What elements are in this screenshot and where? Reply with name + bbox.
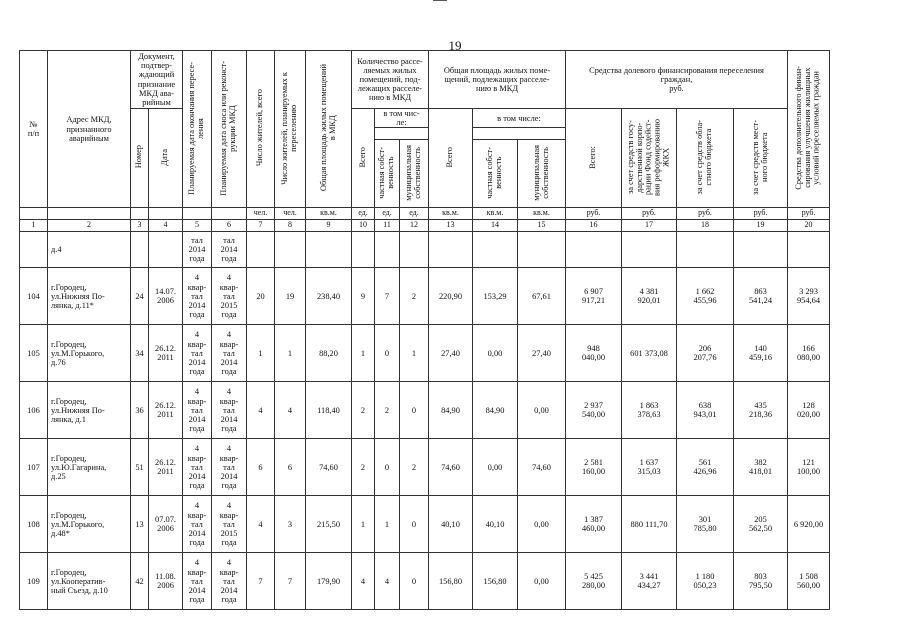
header-extra-funding: Средства дополнительного финан- сирования улучшения жилищных условий переселяемых граждан [788, 51, 830, 208]
area-municipal-cell: 0,00 [518, 496, 566, 553]
fund-local-cell: 382 418,01 [734, 439, 788, 496]
planned-end-cell: 4 квар- тал 2014 года [183, 496, 212, 553]
planned-demolition-cell: 4 квар- тал 2014 года [212, 553, 247, 610]
table-row [20, 325, 830, 382]
area-municipal-cell: 67,61 [518, 268, 566, 325]
fund-region-cell: 1 662 455,96 [677, 268, 734, 325]
fund-local-cell: 140 459,16 [734, 325, 788, 382]
rooms-private-cell: 4 [375, 553, 400, 610]
fund-local-cell: 205 562,50 [734, 496, 788, 553]
rooms-municipal-cell: 2 [400, 268, 429, 325]
area-private-cell: 40,10 [473, 496, 518, 553]
column-number-cell: 19 [734, 220, 788, 232]
extra-funding-cell: 121 100,00 [788, 439, 830, 496]
to-resettle-cell: 4 [275, 382, 306, 439]
rooms-private-cell: 2 [375, 382, 400, 439]
rooms-total-cell: 2 [352, 382, 375, 439]
area-total-cell: 220,90 [429, 268, 473, 325]
extra-funding-cell: 1 508 560,00 [788, 553, 830, 610]
row-number-cell: 107 [20, 439, 48, 496]
table-row [20, 268, 830, 325]
continuation-planned-demolition: тал 2014 года [212, 232, 247, 268]
fund-total-cell: 5 425 280,00 [566, 553, 622, 610]
total-area-cell: 74,60 [306, 439, 352, 496]
rooms-private-cell: 7 [375, 268, 400, 325]
unit-cell: кв.м. [429, 208, 473, 220]
column-number-cell: 12 [400, 220, 429, 232]
area-private-cell: 84,90 [473, 382, 518, 439]
address-cell: г.Городец, ул.Нижняя По- лянка, д.1 [48, 382, 131, 439]
fund-region-cell: 638 943,01 [677, 382, 734, 439]
header-rooms-municipal: муниципальная собственность [400, 140, 429, 208]
doc-number-cell: 13 [131, 496, 149, 553]
fund-total-cell: 2 581 160,00 [566, 439, 622, 496]
area-private-cell: 0,00 [473, 439, 518, 496]
residents-cell: 6 [247, 439, 275, 496]
extra-funding-cell: 6 920,00 [788, 496, 830, 553]
unit-cell: ед. [352, 208, 375, 220]
rooms-total-cell: 9 [352, 268, 375, 325]
fund-foundation-cell: 601 373,08 [622, 325, 677, 382]
top-rule [433, 0, 447, 1]
residents-cell: 1 [247, 325, 275, 382]
row-number-cell: 104 [20, 268, 48, 325]
fund-total-cell: 2 937 540,00 [566, 382, 622, 439]
header-fund-region: за счет средств обла- стного бюджета [677, 109, 734, 208]
residents-cell: 4 [247, 496, 275, 553]
fund-local-cell: 435 218,36 [734, 382, 788, 439]
page-number: 19 [448, 38, 462, 53]
header-rooms-group: Количество рассе- ляемых жилых помещений, под- лежащих расселе- нию в МКД [352, 51, 429, 109]
header-funding-group: Средства долевого финансирования переселения граждан, руб. [566, 51, 788, 109]
unit-cell: руб. [788, 208, 830, 220]
fund-local-cell: 863 541,24 [734, 268, 788, 325]
planned-demolition-cell: 4 квар- тал 2014 года [212, 382, 247, 439]
table-row [20, 382, 830, 439]
rooms-municipal-cell: 0 [400, 382, 429, 439]
planned-demolition-cell: 4 квар- тал 2014 года [212, 325, 247, 382]
rooms-municipal-cell: 2 [400, 439, 429, 496]
area-private-cell: 156,80 [473, 553, 518, 610]
header-planned-end: Планируемая дата окончания пересе- ления [183, 51, 212, 208]
area-total-cell: 27,40 [429, 325, 473, 382]
fund-foundation-cell: 880 111,70 [622, 496, 677, 553]
unit-cell [20, 208, 48, 220]
to-resettle-cell: 1 [275, 325, 306, 382]
unit-cell: кв.м. [518, 208, 566, 220]
total-area-cell: 215,50 [306, 496, 352, 553]
planned-end-cell: 4 квар- тал 2014 года [183, 382, 212, 439]
area-municipal-cell: 0,00 [518, 553, 566, 610]
column-number-cell: 6 [212, 220, 247, 232]
doc-number-cell: 42 [131, 553, 149, 610]
column-number-cell: 16 [566, 220, 622, 232]
unit-cell [212, 208, 247, 220]
fund-foundation-cell: 4 381 920,01 [622, 268, 677, 325]
header-fund-fund: за счет средств госу- дарственной корпо- рации Фонд содейст- вия реформированию ЖКХ [622, 109, 677, 208]
column-number-cell: 5 [183, 220, 212, 232]
doc-date-cell: 14.07. 2006 [149, 268, 183, 325]
header-rooms-private: частная собст- венность [375, 140, 400, 208]
header-fund-total: Всего: [566, 109, 622, 208]
column-number-cell: 14 [473, 220, 518, 232]
column-numbers-row [20, 220, 830, 232]
column-number-cell: 9 [306, 220, 352, 232]
area-total-cell: 40,10 [429, 496, 473, 553]
doc-date-cell: 11.08. 2006 [149, 553, 183, 610]
unit-cell: ед. [375, 208, 400, 220]
header-residents: Число жителей, всего [247, 51, 275, 208]
rooms-municipal-cell: 0 [400, 496, 429, 553]
unit-cell [48, 208, 131, 220]
total-area-cell: 179,90 [306, 553, 352, 610]
row-number-cell: 108 [20, 496, 48, 553]
planned-demolition-cell: 4 квар- тал 2014 года [212, 439, 247, 496]
rooms-municipal-cell: 1 [400, 325, 429, 382]
area-private-cell: 0,00 [473, 325, 518, 382]
column-number-cell: 1 [20, 220, 48, 232]
address-cell: г.Городец, ул.Нижняя По- лянка, д.11* [48, 268, 131, 325]
unit-cell: руб. [622, 208, 677, 220]
header-to-resettle: Число жителей, планируемых к переселению [275, 51, 306, 208]
header-fund-local: за счет средств мест- ного бюджета [734, 109, 788, 208]
to-resettle-cell: 7 [275, 553, 306, 610]
to-resettle-cell: 3 [275, 496, 306, 553]
fund-foundation-cell: 1 863 378,63 [622, 382, 677, 439]
area-private-cell: 153,29 [473, 268, 518, 325]
header-doc-date: Дата [149, 109, 183, 208]
row-number-cell: 109 [20, 553, 48, 610]
rooms-total-cell: 1 [352, 325, 375, 382]
header-num: № п/п [20, 51, 48, 208]
total-area-cell: 118,40 [306, 382, 352, 439]
column-number-cell: 13 [429, 220, 473, 232]
table-row [20, 439, 830, 496]
unit-cell: руб. [566, 208, 622, 220]
total-area-cell: 88,20 [306, 325, 352, 382]
rooms-private-cell: 1 [375, 496, 400, 553]
unit-cell: чел. [275, 208, 306, 220]
row-number-cell: 105 [20, 325, 48, 382]
header-address: Адрес МКД, признанного аварийным [48, 51, 131, 208]
fund-region-cell: 206 207,76 [677, 325, 734, 382]
row-number-cell: 106 [20, 382, 48, 439]
units-row [20, 208, 830, 220]
residents-cell: 4 [247, 382, 275, 439]
doc-date-cell: 26.12. 2011 [149, 325, 183, 382]
fund-foundation-cell: 1 637 315,03 [622, 439, 677, 496]
header-area-incl: в том числе: [473, 109, 566, 128]
resettlement-table [19, 50, 830, 610]
area-total-cell: 74,60 [429, 439, 473, 496]
table-row [20, 496, 830, 553]
header-total-area: Общая площадь жилых помещений в МКД [306, 51, 352, 208]
area-total-cell: 84,90 [429, 382, 473, 439]
to-resettle-cell: 6 [275, 439, 306, 496]
header-rooms-total: Всего [352, 109, 375, 208]
unit-cell: руб. [734, 208, 788, 220]
extra-funding-cell: 3 293 954,64 [788, 268, 830, 325]
planned-demolition-cell: 4 квар- тал 2015 года [212, 268, 247, 325]
doc-number-cell: 24 [131, 268, 149, 325]
total-area-cell: 238,40 [306, 268, 352, 325]
doc-date-cell: 07.07. 2006 [149, 496, 183, 553]
address-cell: г.Городец, ул.М.Горького, д.48* [48, 496, 131, 553]
extra-funding-cell: 166 080,00 [788, 325, 830, 382]
address-cell: г.Городец, ул.Ю.Гагарина, д.25 [48, 439, 131, 496]
planned-end-cell: 4 квар- тал 2014 года [183, 325, 212, 382]
doc-date-cell: 26.12. 2011 [149, 382, 183, 439]
doc-number-cell: 51 [131, 439, 149, 496]
area-municipal-cell: 74,60 [518, 439, 566, 496]
fund-total-cell: 6 907 917,21 [566, 268, 622, 325]
header-planned-demolition: Планируемая дата сноса или реконст- рукции МКД [212, 51, 247, 208]
header-area-group: Общая площадь жилых поме- щений, подлежащих расселе- нию в МКД [429, 51, 566, 109]
rooms-total-cell: 1 [352, 496, 375, 553]
residents-cell: 20 [247, 268, 275, 325]
to-resettle-cell: 19 [275, 268, 306, 325]
doc-date-cell: 26.12. 2011 [149, 439, 183, 496]
fund-local-cell: 803 795,50 [734, 553, 788, 610]
planned-end-cell: 4 квар- тал 2014 года [183, 439, 212, 496]
area-municipal-cell: 27,40 [518, 325, 566, 382]
residents-cell: 7 [247, 553, 275, 610]
rooms-total-cell: 2 [352, 439, 375, 496]
unit-cell [131, 208, 149, 220]
header-doc-number: Номер [131, 109, 149, 208]
column-number-cell: 7 [247, 220, 275, 232]
column-number-cell: 20 [788, 220, 830, 232]
address-cell: г.Городец, ул.Кооператив- ный Съезд, д.10 [48, 553, 131, 610]
fund-total-cell: 948 040,00 [566, 325, 622, 382]
rooms-private-cell: 0 [375, 325, 400, 382]
doc-number-cell: 34 [131, 325, 149, 382]
header-document-group: Документ, подтвер- ждающий признание МКД ава- рийным [131, 51, 183, 109]
rooms-municipal-cell: 0 [400, 553, 429, 610]
unit-cell: кв.м. [306, 208, 352, 220]
fund-region-cell: 301 785,80 [677, 496, 734, 553]
column-number-cell: 10 [352, 220, 375, 232]
table-row [20, 553, 830, 610]
header-area-private: частная собст- венность [473, 140, 518, 208]
planned-end-cell: 4 квар- тал 2014 года [183, 268, 212, 325]
planned-demolition-cell: 4 квар- тал 2015 года [212, 496, 247, 553]
continuation-address: д.4 [48, 232, 131, 268]
address-cell: г.Городец, ул.М.Горького, д.76 [48, 325, 131, 382]
rooms-total-cell: 4 [352, 553, 375, 610]
planned-end-cell: 4 квар- тал 2014 года [183, 553, 212, 610]
header-area-municipal: муниципальная собственность [518, 140, 566, 208]
unit-cell: руб. [677, 208, 734, 220]
unit-cell: кв.м. [473, 208, 518, 220]
rooms-private-cell: 0 [375, 439, 400, 496]
fund-region-cell: 561 426,96 [677, 439, 734, 496]
unit-cell: чел. [247, 208, 275, 220]
column-number-cell: 4 [149, 220, 183, 232]
unit-cell: ед. [400, 208, 429, 220]
doc-number-cell: 36 [131, 382, 149, 439]
fund-foundation-cell: 3 441 434,27 [622, 553, 677, 610]
fund-total-cell: 1 387 460,00 [566, 496, 622, 553]
header-rooms-incl: в том чис- ле: [375, 109, 429, 128]
extra-funding-cell: 128 020,00 [788, 382, 830, 439]
unit-cell [183, 208, 212, 220]
column-number-cell: 17 [622, 220, 677, 232]
unit-cell [149, 208, 183, 220]
header-area-total: Всего [429, 109, 473, 208]
area-total-cell: 156,80 [429, 553, 473, 610]
column-number-cell: 2 [48, 220, 131, 232]
column-number-cell: 15 [518, 220, 566, 232]
continuation-row [20, 232, 830, 268]
column-number-cell: 11 [375, 220, 400, 232]
column-number-cell: 3 [131, 220, 149, 232]
fund-region-cell: 1 180 050,23 [677, 553, 734, 610]
column-number-cell: 8 [275, 220, 306, 232]
area-municipal-cell: 0,00 [518, 382, 566, 439]
column-number-cell: 18 [677, 220, 734, 232]
continuation-planned-end: тал 2014 года [183, 232, 212, 268]
